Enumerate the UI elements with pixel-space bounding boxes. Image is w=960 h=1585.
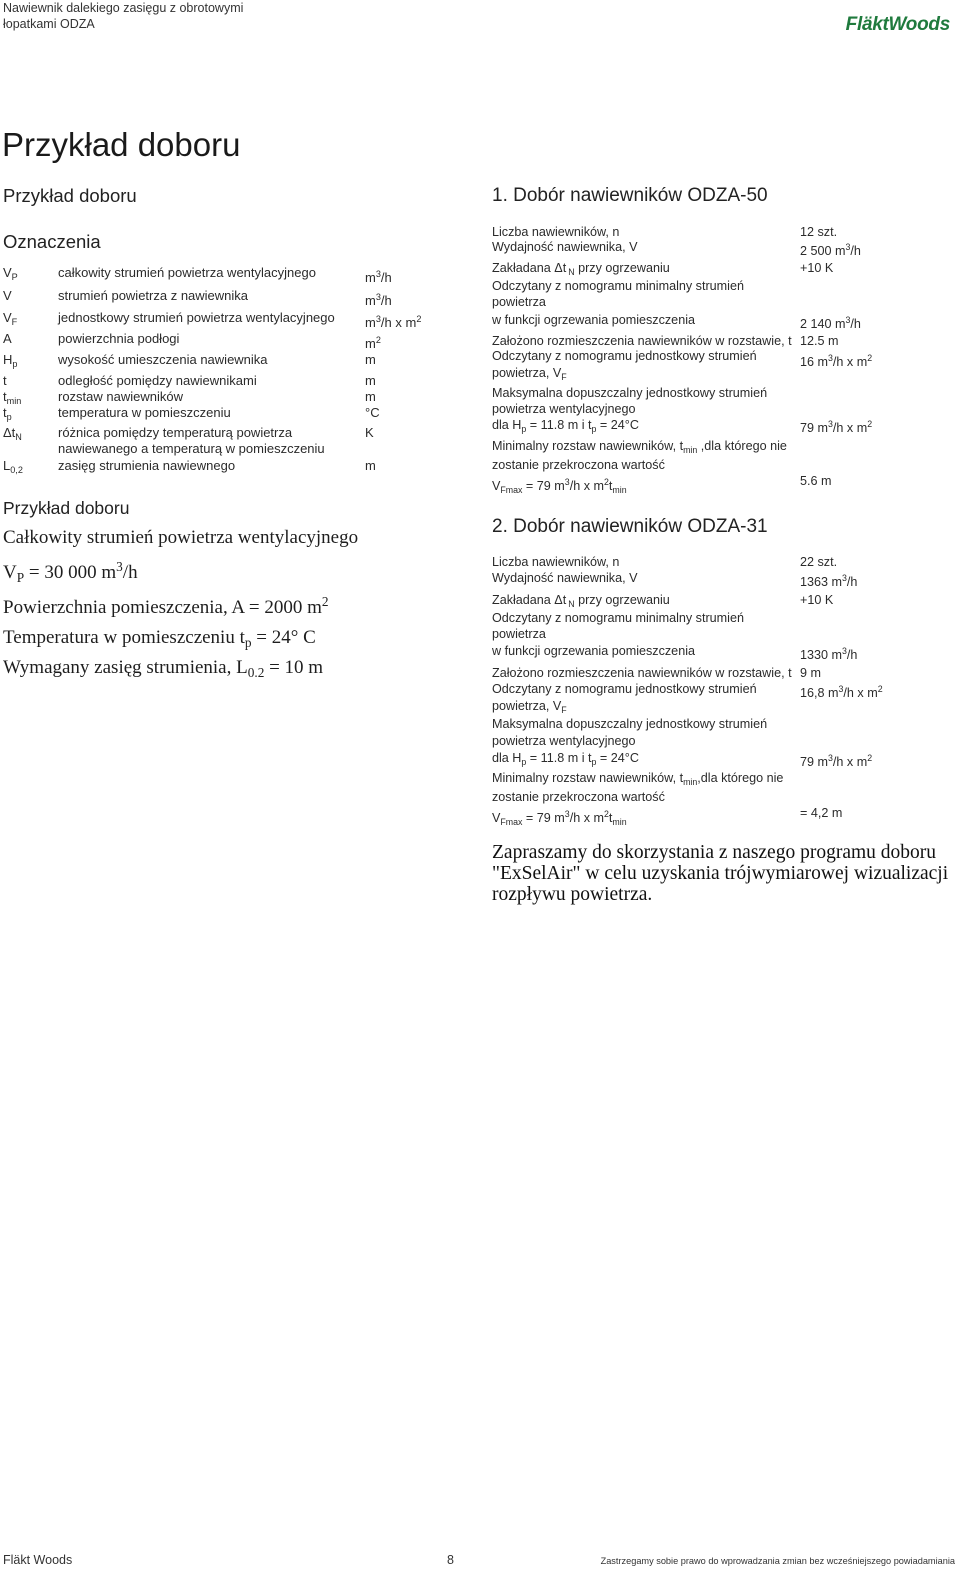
capacity-label: Wydajność nawiewnika, V <box>492 571 638 585</box>
value-text: 79 m <box>800 421 828 435</box>
unit-flow-line-2 <box>492 698 567 714</box>
label-text: ,dla którego nie <box>697 771 784 785</box>
example-title: Przykład doboru <box>3 498 130 518</box>
label-tail: przy ogrzewaniu <box>574 593 670 607</box>
capacity-value <box>800 243 861 259</box>
label-subscript: p <box>591 423 597 434</box>
symbol-base: t <box>3 373 7 388</box>
exselair-invitation <box>492 842 948 905</box>
label-superscript: 3 <box>564 477 570 488</box>
min-flow-line-3: w funkcji ogrzewania pomieszczenia <box>492 313 695 327</box>
max-unit-flow-line-3 <box>492 417 639 433</box>
min-flow-line-1: Odczytany z nomogramu minimalny strumień <box>492 611 744 625</box>
label-text: ,dla którego nie <box>697 439 787 453</box>
label-superscript: 3 <box>564 809 570 820</box>
label-subscript: Fmax <box>500 484 523 495</box>
label-text: /h x m <box>569 811 604 825</box>
max-unit-flow-line-1: Maksymalna dopuszczalny jednostkowy strumień <box>492 717 768 731</box>
value-text: 1330 m <box>800 648 843 662</box>
unit-superscript: 2 <box>416 314 422 324</box>
unit-superscript: 3 <box>375 314 381 324</box>
symbol <box>3 310 17 326</box>
min-spacing-value: = 4,2 m <box>800 806 843 820</box>
symbol <box>3 265 18 281</box>
count-label: Liczba nawiewników, n <box>492 225 620 239</box>
symbol-subscript: p <box>6 411 12 422</box>
label-subscript: min <box>612 484 627 495</box>
symbol-unit: °C <box>365 405 380 420</box>
spacing-value: 12.5 m <box>800 334 839 348</box>
value-text: 2 500 m <box>800 244 846 258</box>
room-temperature <box>3 627 316 649</box>
required-throw-tail: = 10 m <box>264 657 324 678</box>
room-area <box>3 593 329 619</box>
symbol-description: całkowity strumień powietrza wentylacyjnego <box>58 265 316 280</box>
symbol-row <box>0 352 470 368</box>
symbol-row <box>0 310 470 330</box>
value-superscript: 2 <box>877 684 883 695</box>
value-superscript: 3 <box>845 242 851 253</box>
min-spacing-line-1 <box>492 770 783 786</box>
symbol-base: A <box>3 331 12 346</box>
label-subscript: min <box>683 444 698 455</box>
unit-flow-line-1: Odczytany z nomogramu jednostkowy strumień <box>492 682 757 696</box>
unit-flow-value <box>800 354 872 370</box>
value-text: 1363 m <box>800 575 843 589</box>
symbol <box>3 458 23 474</box>
label-text: dla H <box>492 751 522 765</box>
symbol-base: t <box>3 405 7 420</box>
symbol-unit: m <box>365 458 376 473</box>
unit-superscript: 3 <box>375 292 381 302</box>
symbol-subscript: N <box>15 431 22 442</box>
invitation-line: Zapraszamy do skorzystania z naszego programu doboru <box>492 842 937 863</box>
label-subscript: F <box>561 704 567 715</box>
total-flow-symbol: V <box>3 562 17 583</box>
symbol-unit: K <box>365 425 374 440</box>
min-spacing-line-2: zostanie przekroczona wartość <box>492 790 665 804</box>
document-header-title-line-2: łopatkami ODZA <box>3 17 95 31</box>
unit-base: m <box>365 336 376 351</box>
symbol-base: L <box>3 458 11 473</box>
symbol <box>3 288 12 304</box>
value-superscript: 2 <box>867 353 873 364</box>
value-tail: /h x m <box>843 686 878 700</box>
label-subscript: F <box>561 371 567 382</box>
symbol-unit: m <box>365 389 376 404</box>
label-text: = 24°C <box>596 418 639 432</box>
unit-tail: /h <box>380 293 392 308</box>
value-tail: /h x m <box>832 421 868 435</box>
min-flow-line-2: powietrza <box>492 627 546 641</box>
value-tail: /h <box>850 317 861 331</box>
footer-company: Fläkt Woods <box>3 1553 73 1567</box>
symbol-subscript: 0,2 <box>10 464 23 475</box>
label-text: Zakładana Δt <box>492 593 567 607</box>
selection-title: 1. Dobór nawiewników ODZA-50 <box>492 185 768 206</box>
symbol-description <box>58 425 325 457</box>
symbol <box>3 405 12 421</box>
label-text: = 24°C <box>596 751 639 765</box>
capacity-label: Wydajność nawiewnika, V <box>492 240 638 254</box>
min-flow-line-1: Odczytany z nomogramu minimalny strumień <box>492 279 744 293</box>
value-superscript: 3 <box>842 646 847 657</box>
min-spacing-line-3 <box>492 478 627 494</box>
label-text: Zakładana Δt <box>492 261 567 275</box>
symbol-row <box>0 288 470 308</box>
symbol-row <box>0 331 470 351</box>
value-text: 79 m <box>800 755 828 769</box>
unit-base: m <box>365 315 376 330</box>
left-section-title: Przykład doboru <box>3 185 137 206</box>
min-spacing-line-3 <box>492 810 627 826</box>
symbol-base: t <box>3 389 7 404</box>
required-throw-subscript: 0.2 <box>247 664 265 680</box>
delta-t-value: +10 K <box>800 261 834 275</box>
unit-superscript: 3 <box>375 269 381 279</box>
label-subscript: N <box>568 598 575 609</box>
total-flow-subscript: P <box>16 569 25 585</box>
symbol-base: V <box>3 265 12 280</box>
value-superscript: 3 <box>828 419 833 430</box>
min-flow-line-2: powietrza <box>492 295 546 309</box>
total-flow-superscript: 3 <box>116 558 123 574</box>
min-spacing-line-1 <box>492 438 787 454</box>
value-superscript: 2 <box>867 419 873 430</box>
unit-tail: /h <box>380 270 392 285</box>
value-superscript: 3 <box>838 684 844 695</box>
symbol-base: H <box>3 352 13 367</box>
label-subscript: p <box>521 756 527 767</box>
label-tail: przy ogrzewaniu <box>574 261 670 275</box>
symbol-subscript: P <box>11 271 18 282</box>
symbol-subscript: min <box>6 395 22 406</box>
symbol-description: jednostkowy strumień powietrza wentylacyjnego <box>58 310 335 325</box>
spacing-label: Założono rozmieszczenia nawiewników w rozstawie, t <box>492 666 792 680</box>
symbol-subscript: F <box>11 316 18 327</box>
label-text: Minimalny rozstaw nawiewników, t <box>492 439 684 453</box>
symbol <box>3 352 17 368</box>
value-text: 2 140 m <box>800 317 846 331</box>
label-subscript: p <box>591 756 597 767</box>
label-text: = 11.8 m i t <box>526 418 592 432</box>
required-throw-text: Wymagany zasięg strumienia, L <box>3 657 248 678</box>
selection-title: 2. Dobór nawiewników ODZA-31 <box>492 516 768 537</box>
label-text: dla H <box>492 418 522 432</box>
symbol <box>3 425 22 441</box>
unit-superscript: 2 <box>375 335 381 345</box>
total-flow-label: Całkowity strumień powietrza wentylacyjnego <box>3 527 359 548</box>
min-spacing-value: 5.6 m <box>800 474 832 488</box>
symbol <box>3 373 7 389</box>
delta-t-value: +10 K <box>800 593 834 607</box>
label-text: t <box>608 811 613 825</box>
value-tail: /h x m <box>832 755 868 769</box>
flakt-woods-logo: FläktWoods <box>845 14 950 35</box>
symbol-description: strumień powietrza z nawiewnika <box>58 288 249 303</box>
max-unit-flow-line-2: powietrza wentylacyjnego <box>492 402 636 416</box>
symbol <box>3 389 21 405</box>
room-area-superscript: 2 <box>321 593 329 609</box>
symbol-base: Δt <box>3 425 16 440</box>
symbol-description: rozstaw nawiewników <box>58 389 183 404</box>
document-header-title-line-1: Nawiewnik dalekiego zasięgu z obrotowymi <box>3 1 244 15</box>
min-spacing-line-2: zostanie przekroczona wartość <box>492 458 665 472</box>
max-unit-flow-line-2: powietrza wentylacyjnego <box>492 734 636 748</box>
count-value: 12 szt. <box>800 225 838 239</box>
value-tail: /h <box>846 648 858 662</box>
footer-disclaimer: Zastrzegamy sobie prawo do wprowadzania zmian bez wcześniejszego powiadamiania <box>600 1556 955 1566</box>
unit-base: m <box>365 293 376 308</box>
capacity-value <box>800 574 857 590</box>
count-value: 22 szt. <box>800 555 838 569</box>
label-text: = 79 m <box>522 479 565 493</box>
symbol-description: powierzchnia podłogi <box>58 331 180 346</box>
symbols-title: Oznaczenia <box>3 231 101 252</box>
label-text: V <box>492 811 501 825</box>
label-subscript: Fmax <box>500 816 523 827</box>
room-temperature-tail: = 24° C <box>251 627 316 648</box>
label-subscript: min <box>683 776 698 787</box>
value-tail: /h <box>850 244 861 258</box>
page-number: 8 <box>447 1553 454 1567</box>
value-superscript: 3 <box>828 753 833 764</box>
label-text: = 11.8 m i t <box>526 751 592 765</box>
page-title: Przykład doboru <box>2 126 241 163</box>
label-text: = 79 m <box>522 811 565 825</box>
max-unit-flow-value <box>800 420 872 436</box>
symbol-row <box>0 458 470 474</box>
symbol-unit <box>365 270 392 286</box>
label-text: t <box>608 479 613 493</box>
unit-tail: /h x m <box>380 315 417 330</box>
delta-t-label <box>492 260 670 276</box>
symbol-description: zasięg strumienia nawiewnego <box>58 458 236 473</box>
symbol <box>3 331 12 347</box>
symbol-unit <box>365 293 392 309</box>
total-flow-value <box>3 558 138 585</box>
label-subscript: N <box>568 266 575 277</box>
min-flow-line-3: w funkcji ogrzewania pomieszczenia <box>492 644 695 658</box>
symbol-subscript: p <box>12 358 18 369</box>
symbol-description: temperatura w pomieszczeniu <box>58 405 231 420</box>
value-tail: /h x m <box>832 355 868 369</box>
unit-flow-line-1: Odczytany z nomogramu jednostkowy strumień <box>492 349 757 363</box>
label-text: V <box>492 479 501 493</box>
symbol-unit: m <box>365 352 376 367</box>
label-text: /h x m <box>569 479 604 493</box>
invitation-line: rozpływu powietrza. <box>492 884 653 905</box>
symbol-row <box>0 389 470 405</box>
value-text: 16 m <box>800 355 828 369</box>
spacing-label: Założono rozmieszczenia nawiewników w rozstawie, t <box>492 334 792 348</box>
value-tail: /h <box>846 575 858 589</box>
max-unit-flow-value <box>800 754 872 770</box>
value-superscript: 3 <box>845 315 851 326</box>
symbol-description-line-2: nawiewanego a temperaturą w pomieszczeniu <box>58 441 325 456</box>
count-label: Liczba nawiewników, n <box>492 555 620 569</box>
value-text: 16,8 m <box>800 686 839 700</box>
document-header-title <box>3 0 243 32</box>
required-throw <box>3 657 323 679</box>
symbol-row <box>0 425 470 457</box>
min-flow-value <box>800 316 861 332</box>
max-unit-flow-line-3 <box>492 750 639 766</box>
value-superscript: 2 <box>867 753 873 764</box>
symbol-unit <box>365 315 421 331</box>
value-superscript: 3 <box>828 353 833 364</box>
total-flow-text: = 30 000 m <box>24 562 117 583</box>
symbol-description: wysokość umieszczenia nawiewnika <box>58 352 268 367</box>
label-text: Minimalny rozstaw nawiewników, t <box>492 771 684 785</box>
unit-flow-value <box>800 685 883 701</box>
symbol-description: odległość pomiędzy nawiewnikami <box>58 373 257 388</box>
symbol-row <box>0 405 470 421</box>
delta-t-label <box>492 592 670 608</box>
unit-flow-line-2 <box>492 365 567 381</box>
symbol-description-line-1: różnica pomiędzy temperaturą powietrza <box>58 425 293 440</box>
symbol-base: V <box>3 310 12 325</box>
symbol-base: V <box>3 288 12 303</box>
label-superscript: 2 <box>604 809 609 820</box>
symbol-row <box>0 373 470 389</box>
room-area-text: Powierzchnia pomieszczenia, A = 2000 m <box>3 597 322 618</box>
max-unit-flow-line-1: Maksymalna dopuszczalny jednostkowy strumień <box>492 386 768 400</box>
label-superscript: 2 <box>604 477 609 488</box>
unit-base: m <box>365 270 376 285</box>
total-flow-tail: /h <box>122 562 138 583</box>
label-subscript: p <box>521 423 527 434</box>
symbol-unit: m <box>365 373 376 388</box>
room-temperature-text: Temperatura w pomieszczeniu t <box>3 627 245 648</box>
room-temperature-subscript: p <box>244 634 252 650</box>
invitation-line: "ExSelAir" w celu uzyskania trójwymiarowej wizualizacji <box>492 863 949 884</box>
symbol-unit <box>365 336 381 352</box>
spacing-value: 9 m <box>800 666 821 680</box>
symbol-row <box>0 265 470 285</box>
value-superscript: 3 <box>842 573 847 584</box>
min-flow-value <box>800 647 857 663</box>
label-text: powietrza, V <box>492 699 562 713</box>
label-subscript: min <box>612 816 627 827</box>
label-text: powietrza, V <box>492 366 562 380</box>
